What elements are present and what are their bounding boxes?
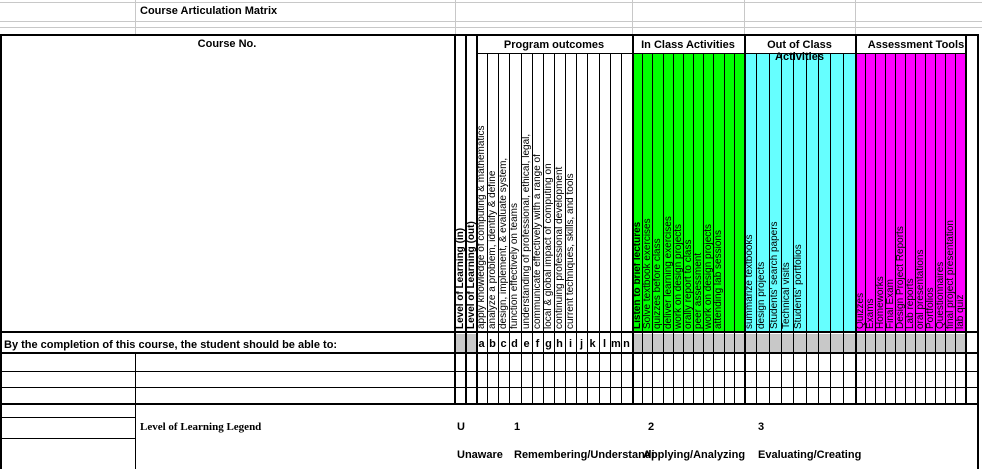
in-class-activity-label: attending lab sessions [713,230,724,329]
column-line [599,54,600,403]
column-line [693,54,694,403]
column-line [830,54,831,403]
program-outcome-label: current techniques, skills, and tools [565,173,576,329]
row-line [0,417,135,418]
outcome-letter: d [511,338,518,350]
assessment-header: Assessment Tools [867,39,965,51]
column-line [875,54,876,403]
column-line [610,54,611,403]
assessment-tool-label: Homeworks [875,276,886,329]
in-class-activity-label: work on design projects [703,223,714,329]
table-border [0,34,2,469]
row-line [0,371,978,372]
legend-name-remembering: Remembering/Understandi [514,449,655,461]
assessment-tool-label: Questionnaires [935,261,946,329]
program-outcome-label: understanding of professional, ethical, legal, [521,133,532,329]
out-class-activity-label: summarize textbooks [744,234,755,329]
completion-text: By the completion of this course, the student should be able to: [4,339,338,351]
assessment-tool-label: final project presentation [945,220,956,329]
in-class-header: In Class Activities [641,39,735,51]
in-class-activity-label: Listen to brief lectures [632,221,643,329]
legend-name-unaware: Unaware [457,449,503,461]
program-outcome-label: design, implement, & evaluate system, [498,157,509,329]
column-line [454,34,456,403]
table-border [0,403,978,405]
outcome-letter: m [611,338,621,350]
gridline [0,2,982,3]
program-outcome-label: function effectively on teams [509,203,520,329]
assessment-tool-label: Design Project Reports [895,226,906,329]
gridline [0,27,982,28]
column-line [587,54,588,403]
out-class-activity-label: design projects [756,261,767,329]
column-line [818,54,819,403]
legend-name-applying: Applying/Analyzing [643,449,746,461]
outcome-letter: f [535,338,540,350]
column-line [925,54,926,403]
outcome-letter: l [602,338,607,350]
column-line [781,54,782,403]
out-class-activity-label: Technical visits [781,262,792,329]
column-line [621,54,622,403]
outcome-letter: i [568,338,573,350]
column-line [793,54,794,403]
program-outcome-label: local & global impact of computing on [543,163,554,329]
section-header-line [476,53,965,54]
column-line [734,54,735,403]
column-line [135,352,136,469]
level-of-learning-label: Level of Learning (in) [455,227,466,329]
table-border [0,34,978,36]
assessment-tool-label: Quizzes [855,292,866,329]
gridline [135,0,136,34]
in-class-activity-label: deliver learning exercises [663,216,674,329]
assessment-tool-label: oral presentations [915,249,926,329]
outcome-letter: h [556,338,563,350]
row-line [0,387,978,388]
legend-name-evaluating: Evaluating/Creating [758,449,862,461]
column-line [806,54,807,403]
legend-code-3: 3 [758,421,765,433]
column-line [744,34,746,403]
outcome-letter: k [589,338,596,350]
assessment-tool-label: Exams [865,298,876,329]
out-class-activity-label: Students' portfolios [793,244,804,329]
table-border [0,352,978,354]
column-line [576,54,577,403]
table-border [0,331,978,333]
program-outcome-label: communicate effectively with a range of [532,154,543,329]
out-class-activity-label: Students' search papers [769,221,780,329]
gridline [0,21,982,22]
assessment-tool-label: Lab reports [905,278,916,329]
column-line [632,34,634,403]
gridline [855,0,856,34]
legend-code-1: 1 [514,421,521,433]
outcome-letter: j [579,338,584,350]
column-line [935,54,936,403]
column-line [885,54,886,403]
row-line [0,438,135,439]
outcome-letter: c [500,338,507,350]
assessment-tool-label: Portfolios [925,287,936,329]
legend-label: Level of Learning Legend [140,421,262,433]
table-border [977,34,979,469]
outcome-letter: a [478,338,485,350]
column-line [965,34,967,403]
column-line [724,54,725,403]
outcome-letter: b [489,338,496,350]
in-class-activity-label: peer assessment [693,252,704,329]
gridline [632,0,633,34]
column-line [843,54,844,403]
in-class-activity-label: orally report to class [683,239,694,329]
program-outcome-label: analyze a problem, identify & define [487,170,498,329]
outcome-letter: n [623,338,630,350]
gridline [455,0,456,34]
legend-code-u: U [457,421,465,433]
in-class-activity-label: work on design projects [673,223,684,329]
out-class-header: Out of Class Activities [767,39,832,63]
column-line [465,34,467,403]
legend-code-2: 2 [648,421,655,433]
course-no-header: Course No. [197,38,257,50]
assessment-tool-label: Final Exam [885,278,896,329]
program-outcome-label: apply knowledge of computing & mathematics [476,125,487,329]
column-line [915,54,916,403]
outcome-letter: g [545,338,552,350]
column-line [855,34,857,403]
program-outcome-label: continuing professional development [554,166,565,329]
level-of-learning-label: Level of Learning (out) [466,221,477,329]
program-outcomes-header: Program outcomes [503,39,605,51]
assessment-tool-label: lab quiz [955,294,966,329]
page-title: Course Articulation Matrix [140,5,278,17]
gridline [744,0,745,34]
outcome-letter: e [523,338,530,350]
column-line [865,54,866,403]
in-class-activity-label: quizzes before class [652,238,663,329]
in-class-activity-label: Solve textbook exercises [642,218,653,329]
column-line [756,54,757,403]
